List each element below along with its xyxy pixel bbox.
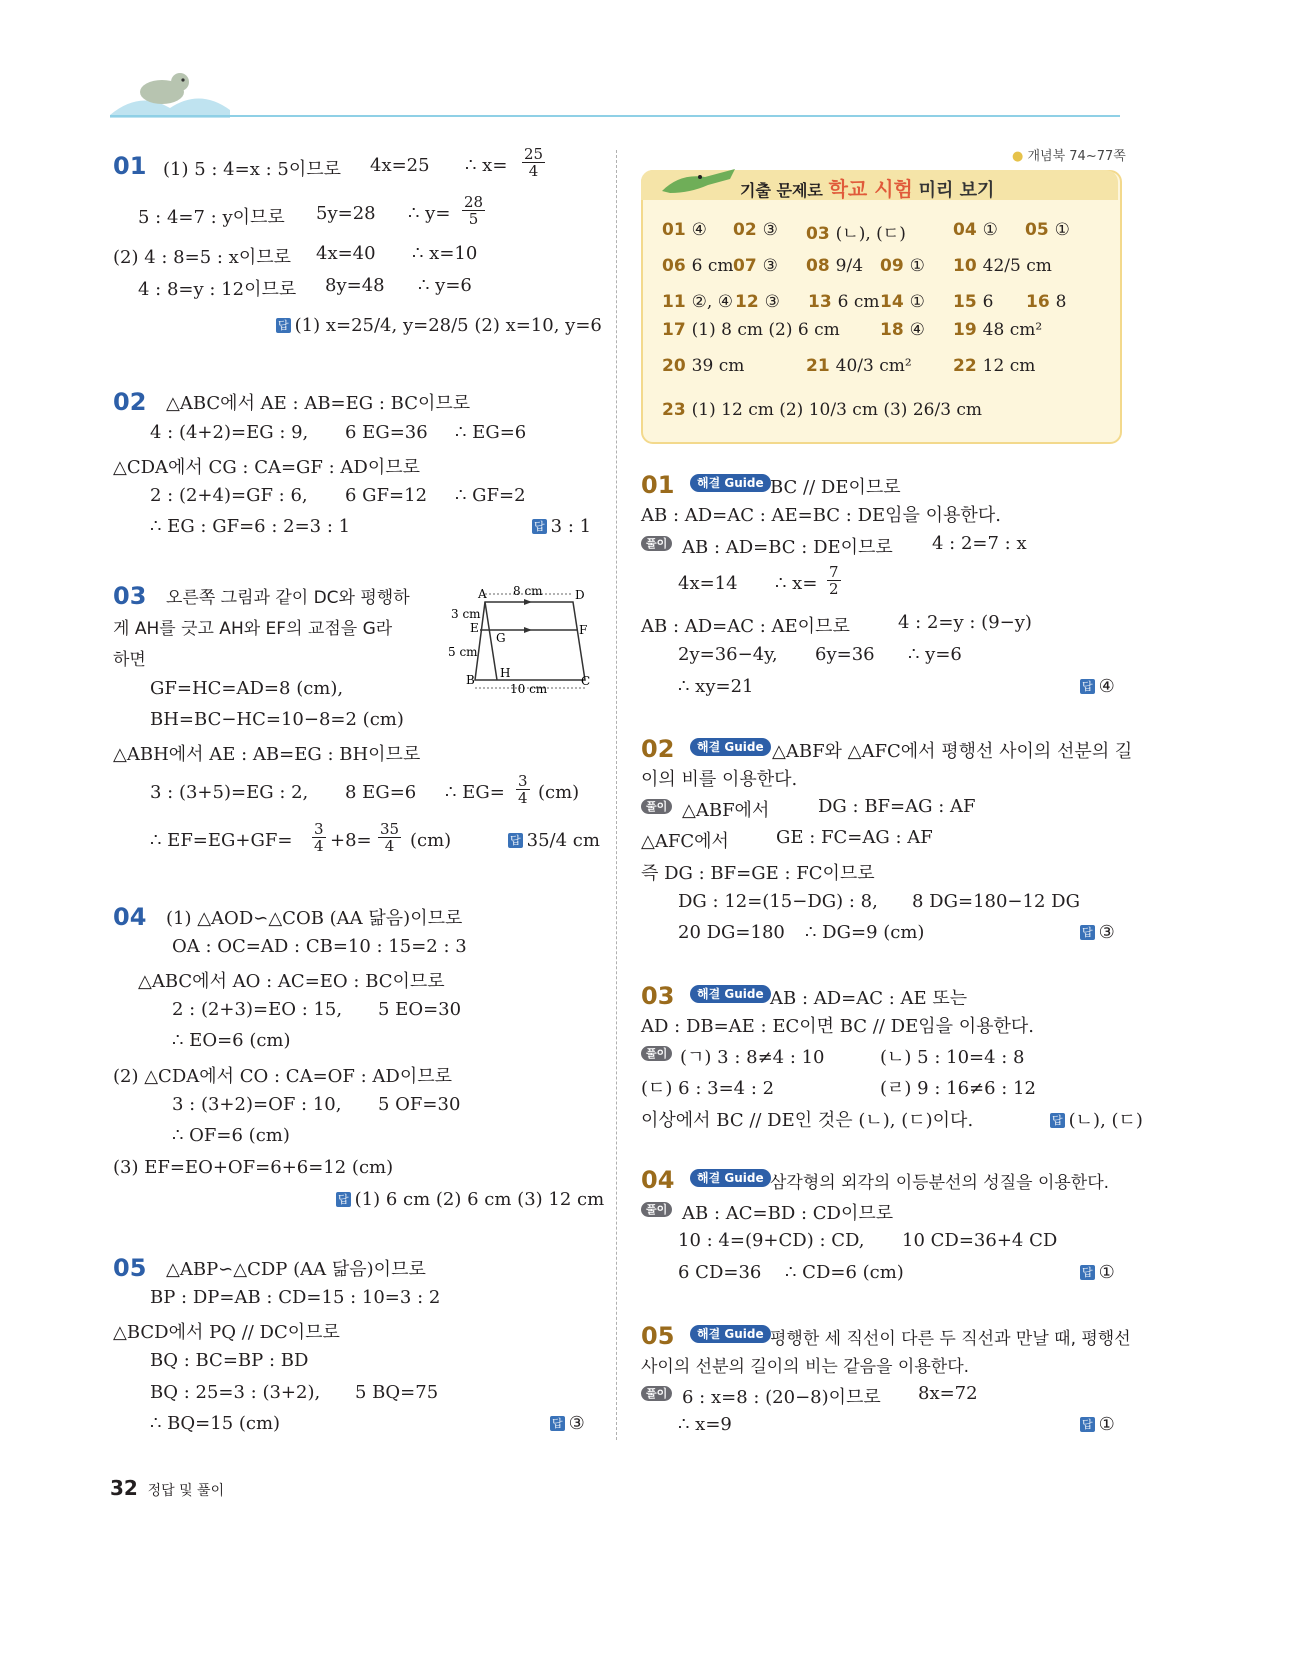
solution-badge: 풀이 [641,1202,672,1217]
line: 즉 DG : BF=GE : FC이므로 [641,863,875,884]
preview-item-number: 05 [1025,220,1049,240]
line: (1) 5 : 4=x : 5이므로 [163,159,341,180]
preview-item-answer: 12 cm [982,356,1036,376]
preview-item-number: 03 [806,224,830,244]
line: ∴ EO=6 (cm) [172,1030,291,1051]
line: 오른쪽 그림과 같이 DC와 평행하 [166,588,410,608]
label-e: E [470,621,479,635]
label-a: A [478,587,487,601]
preview-item-answer: (1) 8 cm (2) 6 cm [691,320,840,340]
line: 4 : (4+2)=EG : 9, [150,422,309,443]
fraction [462,194,485,227]
ref-text: 개념북 74~77쪽 [1027,149,1126,164]
guide-text: AD : DB=AE : EC이면 BC // DE임을 이용한다. [641,1016,1034,1037]
line: 4 : 2=y : (9−y) [898,612,1032,633]
line: ∴ x=10 [412,243,478,264]
line: 8x=72 [918,1383,978,1404]
preview-item-answer: ① [982,220,998,240]
answer-text: (1) x=25/4, y=28/5 (2) x=10, y=6 [294,315,602,336]
label-top-length: 8 cm [513,584,543,598]
preview-item [735,291,780,312]
line: (2) 4 : 8=5 : x이므로 [113,247,291,268]
preview-item-number: 11 [662,292,686,312]
answer-badge: 답 [338,1193,349,1206]
footer [110,1476,224,1500]
preview-item-answer: ③ [762,220,778,240]
line: ∴ EG= [445,782,505,803]
line: ∴ EG=6 [455,422,527,443]
preview-item-number: 08 [806,256,830,276]
line: BP : DP=AB : CD=15 : 10=3 : 2 [150,1287,441,1308]
answer-line [1080,676,1115,697]
line: ∴ y=6 [908,644,962,665]
preview-item-answer: ① [909,256,925,276]
preview-item-number: 16 [1026,292,1050,312]
answer-text: ① [1098,1262,1115,1283]
preview-item [806,355,912,376]
numerator: 25 [524,145,544,163]
fraction [312,821,326,854]
preview-item [1025,219,1070,240]
fraction [827,564,841,597]
line: 게 AH를 긋고 AH와 EF의 교점을 G라 [113,619,393,639]
denominator: 5 [468,210,479,228]
line: OA : OC=AD : CB=10 : 15=2 : 3 [172,936,467,957]
guide-badge: 해결 Guide [690,738,771,756]
line: 6y=36 [815,644,875,665]
answer-line [276,315,602,336]
preview-item-answer: 42/5 cm [982,256,1052,276]
preview-item-number: 09 [880,256,904,276]
answer-badge: 답 [1082,1418,1093,1431]
solution-badge: 풀이 [641,1386,672,1401]
preview-item-number: 17 [662,320,686,340]
numerator: 7 [829,563,839,581]
preview-item-answer: ④ [909,320,925,340]
preview-item [662,399,982,420]
line: 3 : (3+5)=EG : 2, [150,782,309,803]
line: DG : BF=AG : AF [818,796,976,817]
preview-item-answer: ②, ④ [691,292,733,312]
line: ∴ OF=6 (cm) [172,1125,290,1146]
line: 4 : 2=7 : x [932,533,1027,554]
preview-item-answer: 9/4 [835,256,864,276]
preview-item [880,319,925,340]
question-number: 02 [113,388,147,416]
question-number: 05 [113,1254,147,1282]
preview-item-number: 21 [806,356,830,376]
line: DG : 12=(15−DG) : 8, [678,891,878,912]
preview-item-answer: ③ [764,292,780,312]
preview-item [662,291,733,312]
line: ∴ x= [775,573,818,594]
line: ∴ xy=21 [678,676,754,697]
preview-item-number: 14 [880,292,904,312]
label-side-2: 5 cm [448,645,478,659]
preview-item [662,355,744,376]
answer-badge: 답 [510,834,521,847]
preview-item-answer: 48 cm² [982,320,1043,340]
line: ∴ y=6 [418,275,472,296]
numerator: 3 [314,820,324,838]
line: +8= [330,830,372,851]
question-number: 05 [641,1322,675,1350]
preview-item-answer: 6 [982,292,994,312]
label-f: F [579,623,588,637]
preview-item-number: 02 [733,220,757,240]
line: △AFC에서 [641,831,729,852]
line: AB : AC=BD : CD이므로 [682,1203,894,1224]
preview-item-answer: ③ [762,256,778,276]
line: (2) △CDA에서 CO : CA=OF : AD이므로 [113,1066,453,1087]
preview-title [740,173,994,202]
answer-text: 3 : 1 [550,516,592,537]
line: 6 CD=36 [678,1262,762,1283]
line: 20 DG=180 [678,922,785,943]
line: 4x=14 [678,573,738,594]
preview-item [953,255,1052,276]
preview-item-answer: 39 cm [691,356,745,376]
preview-item-answer: 6 cm [691,256,734,276]
line: (ㄴ) 5 : 10=4 : 8 [880,1047,1025,1068]
preview-item-number: 15 [953,292,977,312]
dot-icon: ● [1012,149,1024,164]
guide-text: AB : AD=AC : AE=BC : DE임을 이용한다. [641,505,1001,526]
guide-text: 사이의 선분의 길이의 비는 같음을 이용한다. [641,1357,970,1377]
preview-item-number: 07 [733,256,757,276]
answer-badge: 답 [552,1417,563,1430]
preview-item [662,319,840,340]
line: 4x=40 [316,243,376,264]
line: △ABF에서 [682,800,770,821]
line: (ㄱ) 3 : 8≠4 : 10 [680,1047,825,1068]
answer-text: ④ [1098,676,1115,697]
line: AB : AD=AC : AE이므로 [641,616,850,637]
preview-item-number: 04 [953,220,977,240]
answer-text: (ㄴ), (ㄷ) [1068,1110,1143,1131]
solution-badge: 풀이 [641,536,672,551]
guide-badge: 해결 Guide [690,1169,771,1187]
preview-item-answer: ① [1054,220,1070,240]
line: ∴ x= [465,155,508,176]
answer-badge: 답 [1082,926,1093,939]
fraction [378,821,401,854]
line: 8 EG=6 [345,782,417,803]
line: 6 : x=8 : (20−8)이므로 [682,1387,881,1408]
line: 이상에서 BC // DE인 것은 (ㄴ), (ㄷ)이다. [641,1110,974,1131]
preview-item-number: 01 [662,220,686,240]
preview-item-number: 22 [953,356,977,376]
denominator: 4 [384,837,395,855]
label-d: D [575,588,585,602]
preview-item [733,219,778,240]
answer-badge: 답 [1082,1266,1093,1279]
preview-title-a: 기출 문제로 [740,181,823,200]
answer-badge: 답 [534,520,545,533]
line: 2 : (2+4)=GF : 6, [150,485,308,506]
answer-badge: 답 [1082,680,1093,693]
guide-text: △ABF와 △AFC에서 평행선 사이의 선분의 길 [772,741,1133,762]
answer-line [550,1413,585,1434]
answer-line [508,830,600,851]
line: 하면 [113,650,146,670]
header-decoration [110,70,1120,120]
line: GE : FC=AG : AF [776,827,933,848]
preview-item-answer: ① [909,292,925,312]
preview-item [953,319,1042,340]
answer-badge: 답 [1052,1114,1063,1127]
line: AB : AD=BC : DE이므로 [682,537,893,558]
label-g: G [496,631,506,645]
preview-item [953,219,998,240]
guide-badge: 해결 Guide [690,474,771,492]
line: △ABP∽△CDP (AA 닮음)이므로 [166,1259,426,1280]
guide-text: 삼각형의 외각의 이등분선의 성질을 이용한다. [770,1173,1110,1193]
line: ∴ x=9 [678,1414,732,1435]
denominator: 2 [829,580,839,598]
preview-item-number: 10 [953,256,977,276]
preview-item [880,291,925,312]
preview-item-answer: (ㄴ), (ㄷ) [835,224,906,244]
question-number: 04 [113,903,147,931]
preview-item-answer: 6 cm [837,292,880,312]
answer-line [1080,922,1115,943]
line: ∴ EG : GF=6 : 2=3 : 1 [150,516,351,537]
preview-item [733,255,778,276]
preview-item [880,255,925,276]
preview-item-number: 13 [808,292,832,312]
arrow-ad [524,599,532,605]
line: 4 : 8=y : 12이므로 [138,279,297,300]
line: 5y=28 [316,203,376,224]
label-c: C [581,674,591,688]
preview-item-answer: 8 [1055,292,1067,312]
line: 6 GF=12 [345,485,428,506]
answer-line [336,1189,604,1210]
line: BQ : BC=BP : BD [150,1350,309,1371]
fraction [522,146,545,179]
line: (cm) [538,782,580,803]
guide-text: BC // DE이므로 [770,477,901,498]
preview-item-number: 20 [662,356,686,376]
line: BH=BC−HC=10−8=2 (cm) [150,709,404,730]
question-number: 02 [641,735,675,763]
answer-line [1050,1106,1143,1132]
line: GF=HC=AD=8 (cm), [150,678,344,699]
crocodile-icon [660,163,740,203]
guide-text: 평행한 세 직선이 다른 두 직선과 만날 때, 평행선 [770,1329,1131,1349]
line: ∴ BQ=15 (cm) [150,1413,281,1434]
preview-title-c: 미리 보기 [918,180,995,201]
preview-item [953,291,994,312]
answer-line [1080,1262,1115,1283]
preview-item-number: 19 [953,320,977,340]
line: 3 : (3+2)=OF : 10, [172,1094,342,1115]
line: 10 CD=36+4 CD [902,1230,1058,1251]
line: 10 : 4=(9+CD) : CD, [678,1230,865,1251]
line: 8y=48 [325,275,385,296]
answer-line [1080,1414,1115,1435]
preview-item-answer: 40/3 cm² [835,356,912,376]
line: 2y=36−4y, [678,644,778,665]
guide-text: AB : AD=AC : AE 또는 [770,988,968,1009]
preview-item-number: 06 [662,256,686,276]
line: ∴ CD=6 (cm) [785,1262,904,1283]
line: △ABC에서 AO : AC=EO : BC이므로 [138,971,445,992]
line: △ABH에서 AE : AB=EG : BH이므로 [113,744,421,765]
line: 2 : (2+3)=EO : 15, [172,999,343,1020]
guide-badge: 해결 Guide [690,985,771,1003]
solution-badge: 풀이 [641,799,672,814]
seal-icon [140,73,189,104]
preview-item [953,355,1035,376]
preview-item-number: 12 [735,292,759,312]
label-b: B [466,673,475,687]
preview-item [662,219,707,240]
question-number: 01 [641,471,675,499]
line: ∴ EF=EG+GF= [150,830,293,851]
arrow-ef [524,627,532,633]
line: (cm) [410,830,452,851]
answer-text: 35/4 cm [526,830,600,851]
preview-item-number: 18 [880,320,904,340]
line: 5 BQ=75 [355,1382,439,1403]
trapezoid-figure [448,580,598,698]
line: (ㄷ) 6 : 3=4 : 2 [641,1078,775,1099]
section-title: 정답 및 풀이 [147,1483,225,1499]
label-h: H [500,666,511,680]
preview-item [806,219,906,244]
preview-item [1026,291,1067,312]
numerator: 28 [464,193,484,211]
concept-book-ref [1012,145,1126,164]
preview-item [806,255,863,276]
answer-text: (1) 6 cm (2) 6 cm (3) 12 cm [354,1189,605,1210]
line: 8 DG=180−12 DG [912,891,1080,912]
line: 4x=25 [370,155,430,176]
denominator: 4 [314,837,324,855]
answer-text: ③ [1098,922,1115,943]
fraction [516,773,530,806]
numerator: 3 [518,772,528,790]
line: (1) △AOD∽△COB (AA 닮음)이므로 [166,908,463,929]
question-number: 03 [113,582,147,610]
label-side-1: 3 cm [451,607,481,621]
line: 5 OF=30 [378,1094,461,1115]
line: △ABC에서 AE : AB=EG : BC이므로 [166,393,471,414]
question-number: 04 [641,1166,675,1194]
preview-item [662,255,734,276]
preview-item-answer: ④ [691,220,707,240]
answer-line [532,516,591,537]
answer-text: ③ [568,1413,585,1434]
line: ∴ DG=9 (cm) [805,922,925,943]
label-bottom-length: 10 cm [510,682,548,696]
line: (ㄹ) 9 : 16≠6 : 12 [880,1078,1036,1099]
question-number: 03 [641,982,675,1010]
answer-text: ① [1098,1414,1115,1435]
solution-badge: 풀이 [641,1046,672,1061]
denominator: 4 [528,162,539,180]
guide-text: 이의 비를 이용한다. [641,769,798,790]
line: 5 : 4=7 : y이므로 [138,207,285,228]
line: △CDA에서 CG : CA=GF : AD이므로 [113,457,421,478]
line: 6 EG=36 [345,422,428,443]
line: △BCD에서 PQ // DC이므로 [113,1322,340,1343]
page-number: 32 [110,1476,138,1500]
column-divider [616,150,617,1440]
preview-title-b: 학교 시험 [828,177,913,201]
line: BQ : 25=3 : (3+2), [150,1382,321,1403]
numerator: 35 [380,820,400,838]
line: (3) EF=EO+OF=6+6=12 (cm) [113,1157,394,1178]
answer-badge: 답 [278,319,289,332]
line: 5 EO=30 [378,999,462,1020]
denominator: 4 [518,789,528,807]
preview-item-number: 23 [662,400,686,420]
line: ∴ y= [408,203,451,224]
preview-item-answer: (1) 12 cm (2) 10/3 cm (3) 26/3 cm [691,400,983,420]
question-number: 01 [113,152,147,180]
guide-badge: 해결 Guide [690,1325,771,1343]
preview-item [808,291,880,312]
line: ∴ GF=2 [455,485,526,506]
